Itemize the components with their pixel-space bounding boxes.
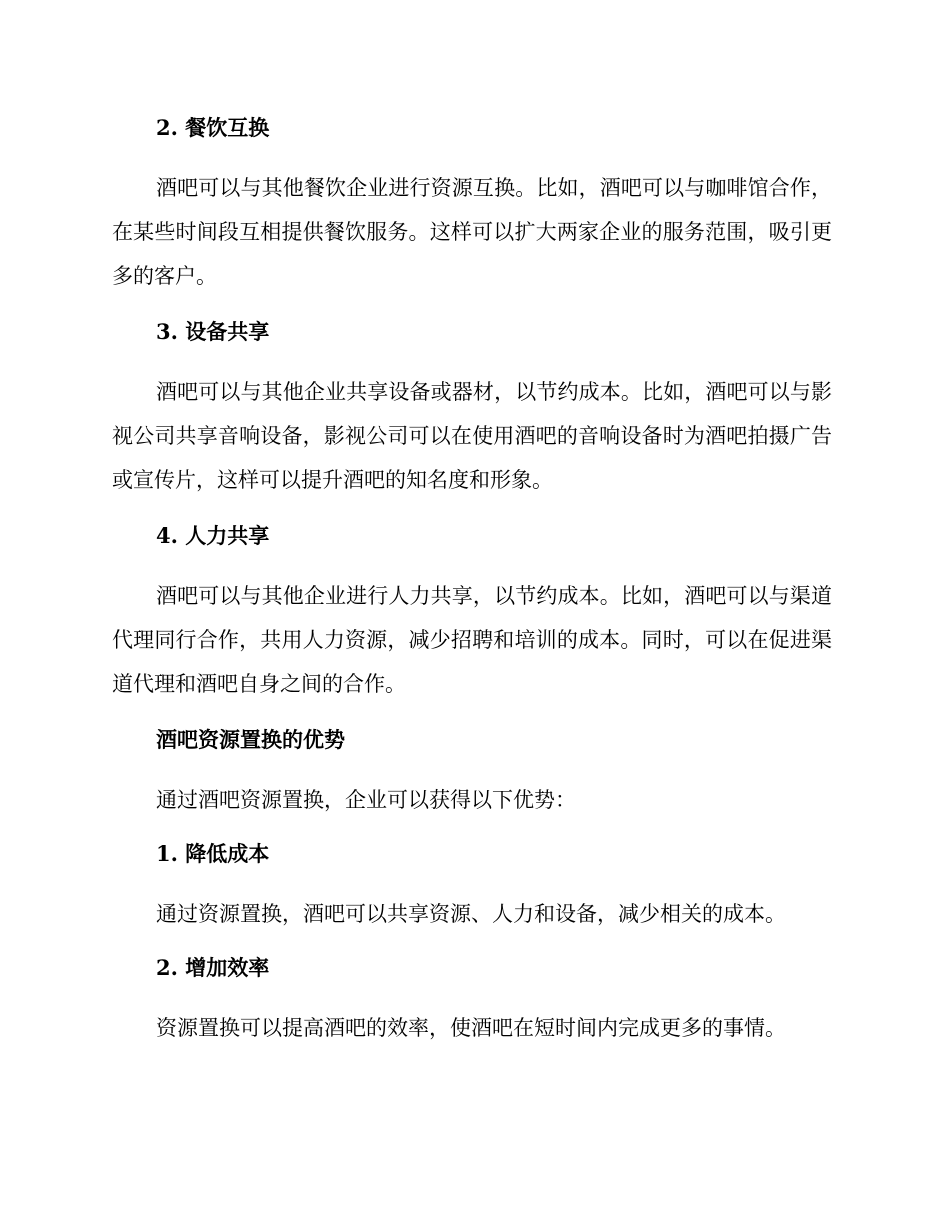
paragraph-catering-exchange: 酒吧可以与其他餐饮企业进行资源互换。比如，酒吧可以与咖啡馆合作，在某些时间段互相提供餐饮服务。这样可以扩大两家企业的服务范围，吸引更多的客户。 (112, 176, 832, 288)
section-heading-increase-efficiency: 2. 增加效率 (156, 955, 270, 980)
section-heading-equipment-sharing: 3. 设备共享 (156, 319, 270, 344)
section-heading-manpower-sharing: 4. 人力共享 (156, 523, 270, 548)
paragraph-increase-efficiency: 资源置换可以提高酒吧的效率，使酒吧在短时间内完成更多的事情。 (156, 1016, 786, 1040)
paragraph-advantages-intro: 通过酒吧资源置换，企业可以获得以下优势： (156, 788, 576, 812)
section-heading-reduce-cost: 1. 降低成本 (156, 841, 270, 866)
section-heading-catering-exchange: 2. 餐饮互换 (156, 115, 270, 140)
paragraph-equipment-sharing: 酒吧可以与其他企业共享设备或器材，以节约成本。比如，酒吧可以与影视公司共享音响设备，影视公司可以在使用酒吧的音响设备时为酒吧拍摄广告或宣传片，这样可以提升酒吧的知名度和形象。 (112, 380, 832, 492)
document-body (112, 108, 832, 1062)
section-heading-advantages: 酒吧资源置换的优势 (156, 727, 345, 752)
paragraph-manpower-sharing: 酒吧可以与其他企业进行人力共享，以节约成本。比如，酒吧可以与渠道代理同行合作，共用人力资源，减少招聘和培训的成本。同时，可以在促进渠道代理和酒吧自身之间的合作。 (112, 584, 832, 696)
paragraph-reduce-cost: 通过资源置换，酒吧可以共享资源、人力和设备，减少相关的成本。 (156, 902, 786, 926)
